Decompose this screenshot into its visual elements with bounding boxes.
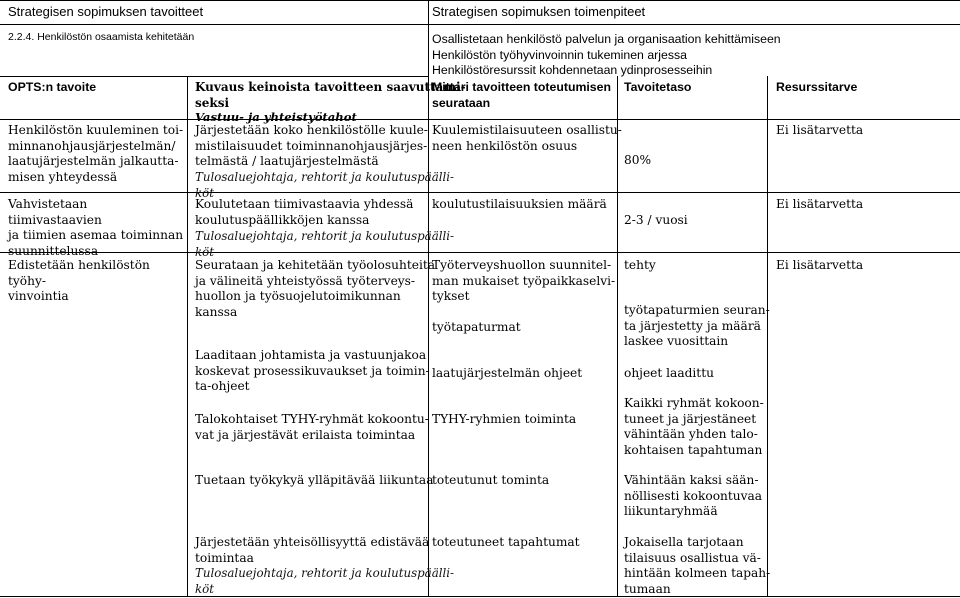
row-1-responsible: Tulosaluejohtaja, rehtorit ja koulutuspäälli- köt (195, 170, 455, 200)
column-header-target-level: Tavoitetaso (624, 80, 692, 94)
section-title: 2.2.4. Henkilöstön osaamista kehitetään (8, 31, 195, 43)
row-8-target: Jokaisella tarjotaan tilaisuus osallistua vä- hintään kolmeen tapah- tumaan (624, 535, 771, 597)
column-header-opts: OPTS:n tavoite (8, 80, 97, 94)
header-right-title: Strategisen sopimuksen toimenpiteet (432, 4, 646, 19)
row-2-responsible: Tulosaluejohtaja, rehtorit ja koulutuspäälli- köt (195, 229, 455, 259)
row-2-target: 2-3 / vuosi (624, 213, 688, 227)
goal-1: Henkilöstön kuuleminen toi- minnanohjausjärjestelmän/ laatujärjestelmän jalkautta- misen yhteydessä (8, 123, 184, 185)
section-measures: Osallistetaan henkilöstö palvelun ja organisaation kehittämiseen Henkilöstön työhyvinvoinnin tukeminen arjessa Henkilöstöresurssit kohdennetaan ydinprosesseihin (432, 32, 781, 78)
column-header-indicator: Mittari tavoitteen toteutumisen seurataan (432, 80, 612, 110)
header-left-title: Strategisen sopimuksen tavoitteet (8, 4, 204, 19)
row-4-indicator: työtapaturmat (432, 320, 521, 334)
row-8-description: Järjestetään yhteisöllisyyttä edistävää toimintaa (195, 535, 430, 565)
row-4-target: työtapaturmien seuran- ta järjestetty ja määrä laskee vuosittain (624, 303, 770, 349)
row-8-responsible: Tulosaluejohtaja, rehtorit ja koulutuspäälli- köt (195, 566, 455, 596)
column-header-description: Kuvaus keinoista tavoitteen saavuttami- seksi (195, 80, 466, 110)
row-divider-1 (0, 192, 960, 193)
row-7-description: Tuetaan työkykyä ylläpitävää liikuntaa (195, 473, 434, 487)
column-header-actors: Vastuu- ja yhteistyötahot (195, 110, 357, 124)
row-3-target: tehty (624, 258, 656, 272)
row-5-target: ohjeet laadittu (624, 366, 714, 380)
row-2-indicator: koulutustilaisuuksien määrä (432, 197, 607, 211)
row-2-description: Koulutetaan tiimivastaavia yhdessä koulutuspäällikköjen kanssa (195, 197, 414, 227)
row-5-description: Laaditaan johtamista ja vastuunjakoa koskevat prosessikuvaukset ja toimin- ta-ohjeet (195, 348, 430, 394)
row-3-resource: Ei lisätarvetta (776, 258, 864, 272)
table-border-bottom (0, 596, 960, 597)
row-1-indicator: Kuulemistilaisuuteen osallistu- neen henkilöstön osuus (432, 123, 622, 153)
column-line-1 (187, 76, 188, 597)
row-1-target: 80% (624, 153, 652, 167)
row-1-description: Järjestetään koko henkilöstölle kuule- mistilaisuudet toiminnanohjausjärjes- telmästä / laatujärjestelmästä (195, 123, 428, 169)
section-title-divider (0, 76, 428, 77)
row-5-indicator: laatujärjestelmän ohjeet (432, 366, 583, 380)
row-6-target: Kaikki ryhmät kokoon- tuneet ja järjestäneet vähintään yhden talo- kohtaisen tapahtuman (624, 396, 764, 458)
row-8-indicator: toteutuneet tapahtumat (432, 535, 580, 549)
row-6-description: Talokohtaiset TYHY-ryhmät kokoontu- vat ja järjestävät erilaista toimintaa (195, 412, 429, 442)
row-6-indicator: TYHY-ryhmien toiminta (432, 412, 577, 426)
table-border-top (0, 0, 960, 1)
goal-3: Edistetään henkilöstön työhy- vinvointia (8, 258, 150, 304)
row-2-resource: Ei lisätarvetta (776, 197, 864, 211)
row-1-resource: Ei lisätarvetta (776, 123, 864, 137)
row-7-target: Vähintään kaksi sään- nöllisesti kokoontuvaa liikuntaryhmää (624, 473, 763, 519)
column-header-divider (0, 119, 960, 120)
row-3-indicator: Työterveyshuollon suunnitel- man mukaiset työpaikkaselvi- tykset (432, 258, 616, 304)
row-7-indicator: toteutunut tominta (432, 473, 550, 487)
row-3-description: Seurataan ja kehitetään työolosuhteita ja välineitä yhteistyössä työterveys- huollon ja työsuojelutoimikunnan kanssa (195, 258, 436, 320)
header-divider (0, 24, 960, 25)
column-header-resource: Resurssitarve (776, 80, 858, 94)
goal-2: Vahvistetaan tiimivastaavien ja tiimien asemaa toiminnan suunnittelussa (8, 197, 184, 259)
